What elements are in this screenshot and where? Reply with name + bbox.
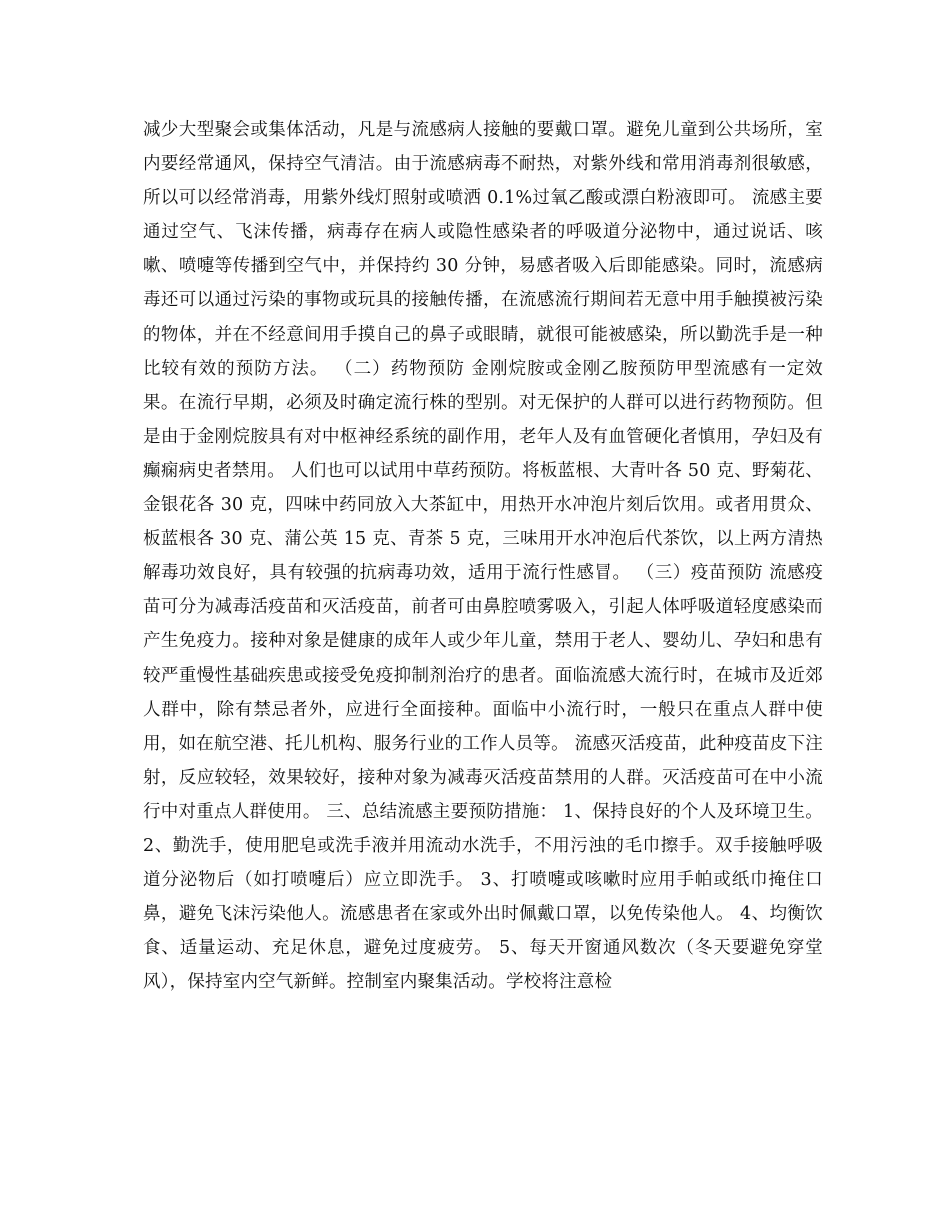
body-paragraph: 减少大型聚会或集体活动，凡是与流感病人接触的要戴口罩。避免儿童到公共场所，室内要经常通风，保持空气清洁。由于流感病毒不耐热，对紫外线和常用消毒剂很敏感，所以可以经常消毒，用紫外线灯照射或喷洒 0.1%过氧乙酸或漂白粉液即可。 流感主要通过空气、飞沫传播，病毒存在病人或隐性感染者的呼吸道分泌物中，通过说话、咳嗽、喷嚏等传播到空气中，并保持约 30 分钟，易感者吸入后即能感染。同时，流感病毒还可以通过污染的事物或玩具的接触传播，在流感流行期间若无意中用手触摸被污染的物体，并在不经意间用手摸自己的鼻子或眼睛，就很可能被感染，所以勤洗手是一种比较有效的预防方法。 （二）药物预防 金刚烷胺或金刚乙胺预防甲型流感有一定效果。在流行早期，必须及时确定流行株的型别。对无保护的人群可以进行药物预防。但是由于金刚烷胺具有对中枢神经系统的副作用，老年人及有血管硬化者慎用，孕妇及有癫痫病史者禁用。 人们也可以试用中草药预防。将板蓝根、大青叶各 50 克、野菊花、金银花各 30 克，四味中药同放入大茶缸中，用热开水冲泡片刻后饮用。或者用贯众、板蓝根各 30 克、蒲公英 15 克、青茶 5 克，三味用开水冲泡后代茶饮，以上两方清热解毒功效良好，具有较强的抗病毒功效，适用于流行性感冒。 （三）疫苗预防 流感疫苗可分为减毒活疫苗和灭活疫苗，前者可由鼻腔喷雾吸入，引起人体呼吸道轻度感染而产生免疫力。接种对象是健康的成年人或少年儿童，禁用于老人、婴幼儿、孕妇和患有较严重慢性基础疾患或接受免疫抑制剂治疗的患者。面临流感大流行时，在城市及近郊人群中，除有禁忌者外，应进行全面接种。面临中小流行时，一般只在重点人群中使用，如在航空港、托儿机构、服务行业的工作人员等。 流感灭活疫苗，此种疫苗皮下注射，反应较轻，效果较好，接种对象为减毒灭活疫苗禁用的人群。灭活疫苗可在中小流行中对重点人群使用。 三、总结流感主要预防措施： 1、保持良好的个人及环境卫生。 2、勤洗手，使用肥皂或洗手液并用流动水洗手，不用污浊的毛巾擦手。双手接触呼吸道分泌物后（如打喷嚏后）应立即洗手。 3、打喷嚏或咳嗽时应用手帕或纸巾掩住口鼻，避免飞沫污染他人。流感患者在家或外出时佩戴口罩，以免传染他人。 4、均衡饮食、适量运动、充足休息，避免过度疲劳。 5、每天开窗通风数次（冬天要避免穿堂风），保持室内空气新鲜。控制室内聚集活动。学校将注意检 (143, 120, 829, 993)
